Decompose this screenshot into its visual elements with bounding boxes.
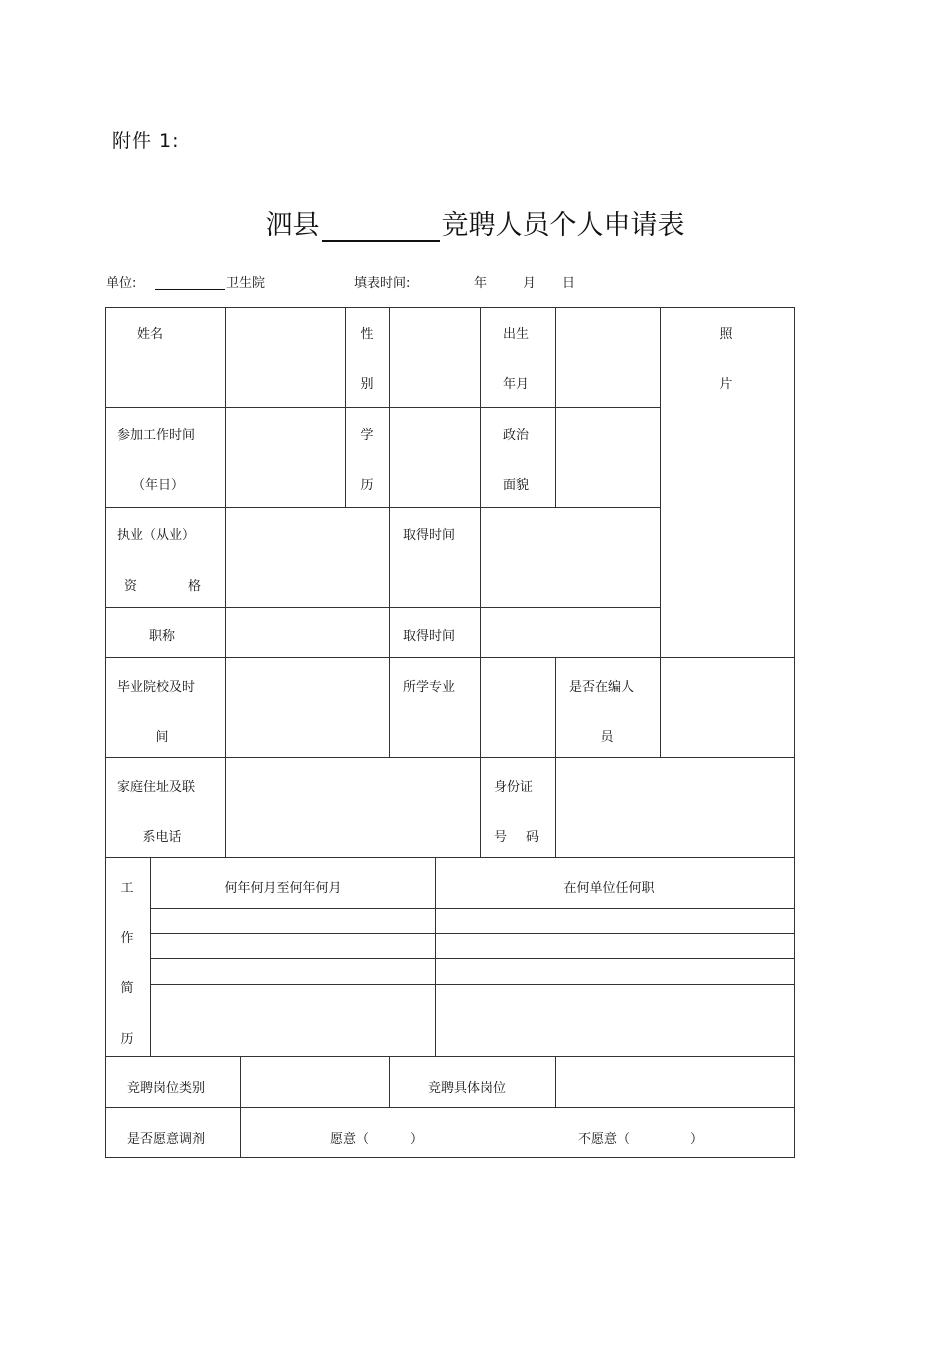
gender-label-line1: 性	[360, 327, 374, 342]
staffed-label-line2: 员	[600, 730, 614, 745]
license-label-zi: 资	[124, 579, 138, 594]
form-border-left	[105, 307, 106, 1158]
col-rule	[555, 1056, 556, 1107]
col-rule	[225, 757, 226, 858]
unit-label: 单位:	[106, 276, 137, 291]
col-rule	[240, 1056, 241, 1158]
form-title	[0, 203, 950, 242]
year-label: 年	[474, 276, 488, 291]
birth-label-line1: 出生	[502, 327, 530, 342]
col-rule	[389, 1056, 390, 1107]
education-label-line1: 学	[360, 428, 374, 443]
school-label-line1: 毕业院校及时	[117, 680, 196, 695]
title-suffix: 竞聘人员个人申请表	[441, 210, 685, 241]
unit-suffix: 卫生院	[226, 276, 266, 291]
resume-label-1: 工	[120, 881, 134, 896]
unwilling-close-paren: ）	[690, 1132, 704, 1147]
attachment-label: 附件 1:	[112, 130, 180, 152]
row-rule	[105, 507, 660, 508]
row-rule	[105, 1056, 795, 1057]
work-start-label-line2: （年日）	[132, 478, 185, 493]
row-rule	[150, 933, 795, 934]
gender-label-line2: 别	[360, 377, 374, 392]
license-label-ge: 格	[188, 579, 202, 594]
post-category-label: 竞聘岗位类别	[126, 1081, 206, 1096]
col-rule	[435, 857, 436, 1057]
photo-label-line1: 照	[719, 327, 733, 342]
row-rule	[150, 908, 795, 909]
row-rule	[105, 607, 660, 608]
row-rule	[105, 657, 795, 658]
title-prefix: 泗县	[265, 210, 320, 241]
month-label: 月	[523, 276, 537, 291]
address-label-line2: 系电话	[142, 830, 182, 845]
resume-label-4: 历	[120, 1032, 134, 1047]
col-rule	[345, 307, 346, 508]
unwilling-option: 不愿意（	[578, 1132, 631, 1147]
license-label-line1: 执业（从业）	[117, 528, 196, 543]
name-label: 姓名	[137, 327, 164, 342]
post-specific-label: 竞聘具体岗位	[427, 1081, 507, 1096]
row-rule	[150, 958, 795, 959]
obtain-time-label-1: 取得时间	[403, 528, 456, 543]
address-label-line1: 家庭住址及联	[117, 780, 196, 795]
day-label: 日	[562, 276, 576, 291]
form-border-bottom	[105, 1157, 795, 1158]
col-rule	[480, 307, 481, 508]
birth-label-line2: 年月	[502, 377, 530, 392]
adjust-label: 是否愿意调剂	[126, 1132, 206, 1147]
major-label: 所学专业	[403, 680, 456, 695]
work-start-label-line1: 参加工作时间	[117, 428, 196, 443]
resume-period-header: 何年何月至何年何月	[224, 881, 342, 896]
row-rule	[105, 1107, 795, 1108]
form-border-right	[794, 307, 795, 1158]
political-label-line1: 政治	[502, 428, 530, 443]
school-label-line2: 间	[155, 730, 169, 745]
col-rule	[555, 657, 556, 858]
col-rule	[660, 307, 661, 758]
col-rule	[225, 307, 226, 758]
obtain-time-label-2: 取得时间	[403, 629, 456, 644]
willing-close-paren: ）	[410, 1132, 424, 1147]
resume-position-header: 在何单位任何职	[563, 881, 655, 896]
col-rule	[480, 507, 481, 858]
row-rule	[105, 857, 795, 858]
title-rank-label: 职称	[148, 629, 176, 644]
unit-blank-line	[155, 289, 225, 290]
col-rule	[555, 307, 556, 508]
row-rule	[105, 757, 795, 758]
staffed-label-line1: 是否在编人	[569, 680, 635, 695]
willing-option: 愿意（	[330, 1132, 370, 1147]
row-rule	[150, 984, 795, 985]
id-label-line1: 身份证	[494, 780, 534, 795]
resume-label-3: 简	[120, 981, 134, 996]
county-blank	[322, 214, 440, 242]
col-rule	[389, 307, 390, 758]
id-label-ma: 码	[526, 830, 540, 845]
id-label-hao: 号	[494, 830, 508, 845]
resume-label-2: 作	[120, 931, 134, 946]
col-rule	[150, 857, 151, 1057]
education-label-line2: 历	[360, 478, 374, 493]
political-label-line2: 面貌	[502, 478, 530, 493]
row-rule	[105, 407, 660, 408]
photo-label-line2: 片	[719, 377, 733, 392]
fill-time-label: 填表时间:	[354, 276, 411, 291]
form-border-top	[105, 307, 795, 308]
